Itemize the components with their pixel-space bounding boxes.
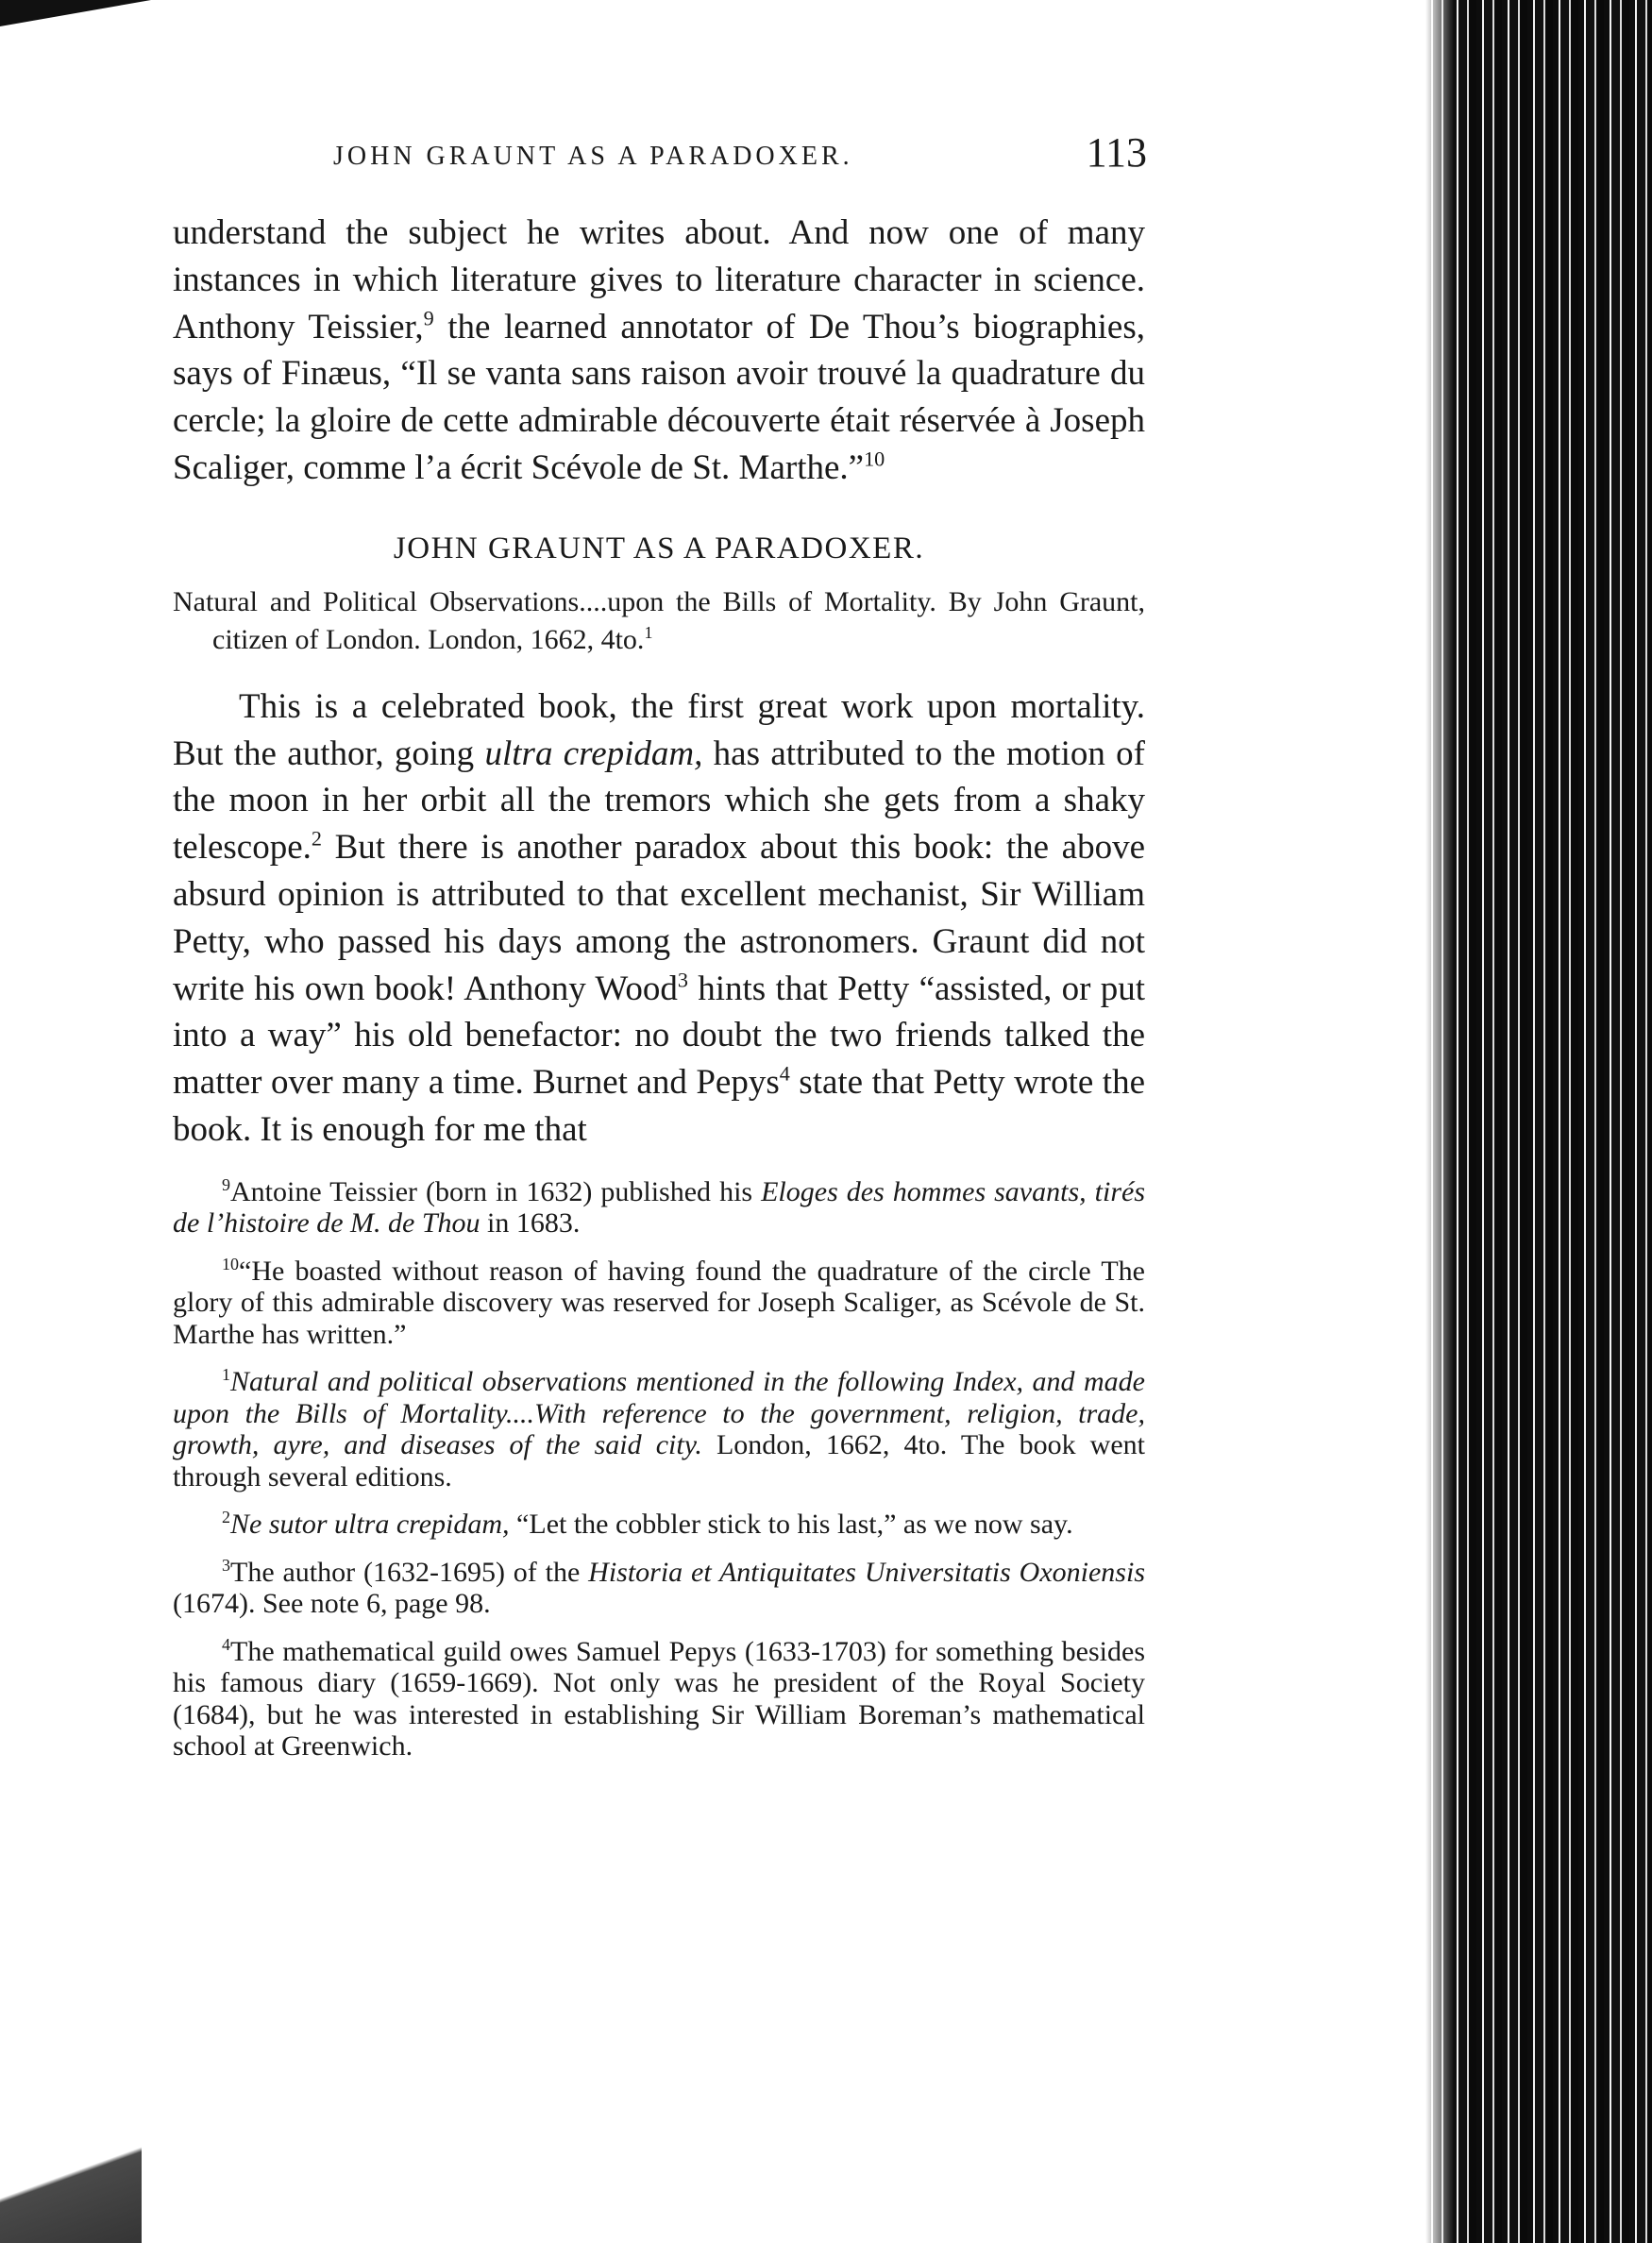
scan-corner-mark: [0, 0, 151, 26]
section-title: JOHN GRAUNT AS A PARADOXER.: [393, 531, 925, 565]
book-page-edges: [1425, 0, 1652, 2243]
footnote-ref-4[interactable]: 4: [779, 1061, 790, 1086]
footnote-marker: 2: [222, 1508, 230, 1527]
footnotes: [173, 1176, 1145, 1762]
page-number: 113: [1086, 129, 1147, 176]
footnote-ref-2[interactable]: 2: [311, 826, 322, 851]
main-paragraph: This is a celebrated book, the first great work upon mortality. But the author, going ultra crepidam, has attributed to the motion of the moon in her orbit all the tremors which she gets from a shaky telescope.$^2$ But there is another paradox about this book: the above absurd opinion is attributed to that excellent mechanist, Sir William Petty, who passed his days among the astronomers. Graunt did not write his own book! Anthony Wood$^3$ hints that Petty “assisted, or put into a way” his old benefactor: no doubt the two friends talked the matter over many a time. Burnet and Pepys$^4$ state that Petty wrote the book. It is enough for me that: [173, 686, 1145, 1149]
footnote-marker: 10: [222, 1254, 239, 1273]
footnote-3: $^3$The author (1632-1695) of the Historia et Antiquitates Universitatis Oxoniensis (1674). See note 6, page 98.: [173, 1555, 1145, 1620]
running-title: JOHN GRAUNT AS A PARADOXER.: [333, 142, 853, 171]
footnote-4: $^4$The mathematical guild owes Samuel Pepys (1633-1703) for something besides his famous diary (1659-1669). Not only was he president of the Royal Society (1684), but he was interested in establishing Sir William Boreman’s mathematical school at Greenwich.: [173, 1634, 1145, 1762]
footnote-ref-10[interactable]: 10: [864, 447, 885, 471]
footnote-1: $^1$Natural and political observations mentioned in the following Index, and made upon the Bills of Mortality....With reference to the government, religion, trade, growth, ayre, and diseases of the said city. London, 1662, 4to. The book went through several editions.: [173, 1365, 1145, 1493]
scan-shadow: [0, 2054, 142, 2243]
book-citation: Natural and Political Observations....upon the Bills of Mortality. By John Graunt, citizen of London. London, 1662, 4to.$^1$: [173, 585, 1145, 655]
footnote-marker: 1: [222, 1365, 230, 1385]
page-content: [173, 123, 1145, 1779]
running-head: [173, 123, 1145, 198]
footnote-9: $^9$Antoine Teissier (born in 1632) published his Eloges des hommes savants, tirés de l’histoire de M. de Thou in 1683.: [173, 1174, 1145, 1240]
footnote-marker: 4: [222, 1634, 230, 1654]
footnote-ref-1[interactable]: 1: [644, 622, 653, 642]
footnote-2: $^2$Ne sutor ultra crepidam, “Let the cobbler stick to his last,” as we now say.: [222, 1508, 1073, 1541]
footnote-marker: 3: [222, 1555, 230, 1575]
footnote-marker: 9: [222, 1174, 230, 1194]
footnote-10: $^{10}$“He boasted without reason of having found the quadrature of the circle The glory of this admirable discovery was reserved for Joseph Scaliger, as Scévole de St. Marthe has written.”: [173, 1254, 1145, 1350]
footnote-ref-3[interactable]: 3: [677, 968, 688, 992]
footnote-ref-9[interactable]: 9: [423, 306, 434, 330]
continued-paragraph: understand the subject he writes about. And now one of many instances in which literature gives to literature character in science. Anthony Teissier,$^9$ the learned annotator of De Thou’s biographies, says of Finæus, “Il se vanta sans raison avoir trouvé la quadrature du cercle; la gloire de cette admirable découverte était réservée à Joseph Scaliger, comme l’a écrit Scévole de St. Marthe.”$^{10}$: [173, 213, 1145, 487]
